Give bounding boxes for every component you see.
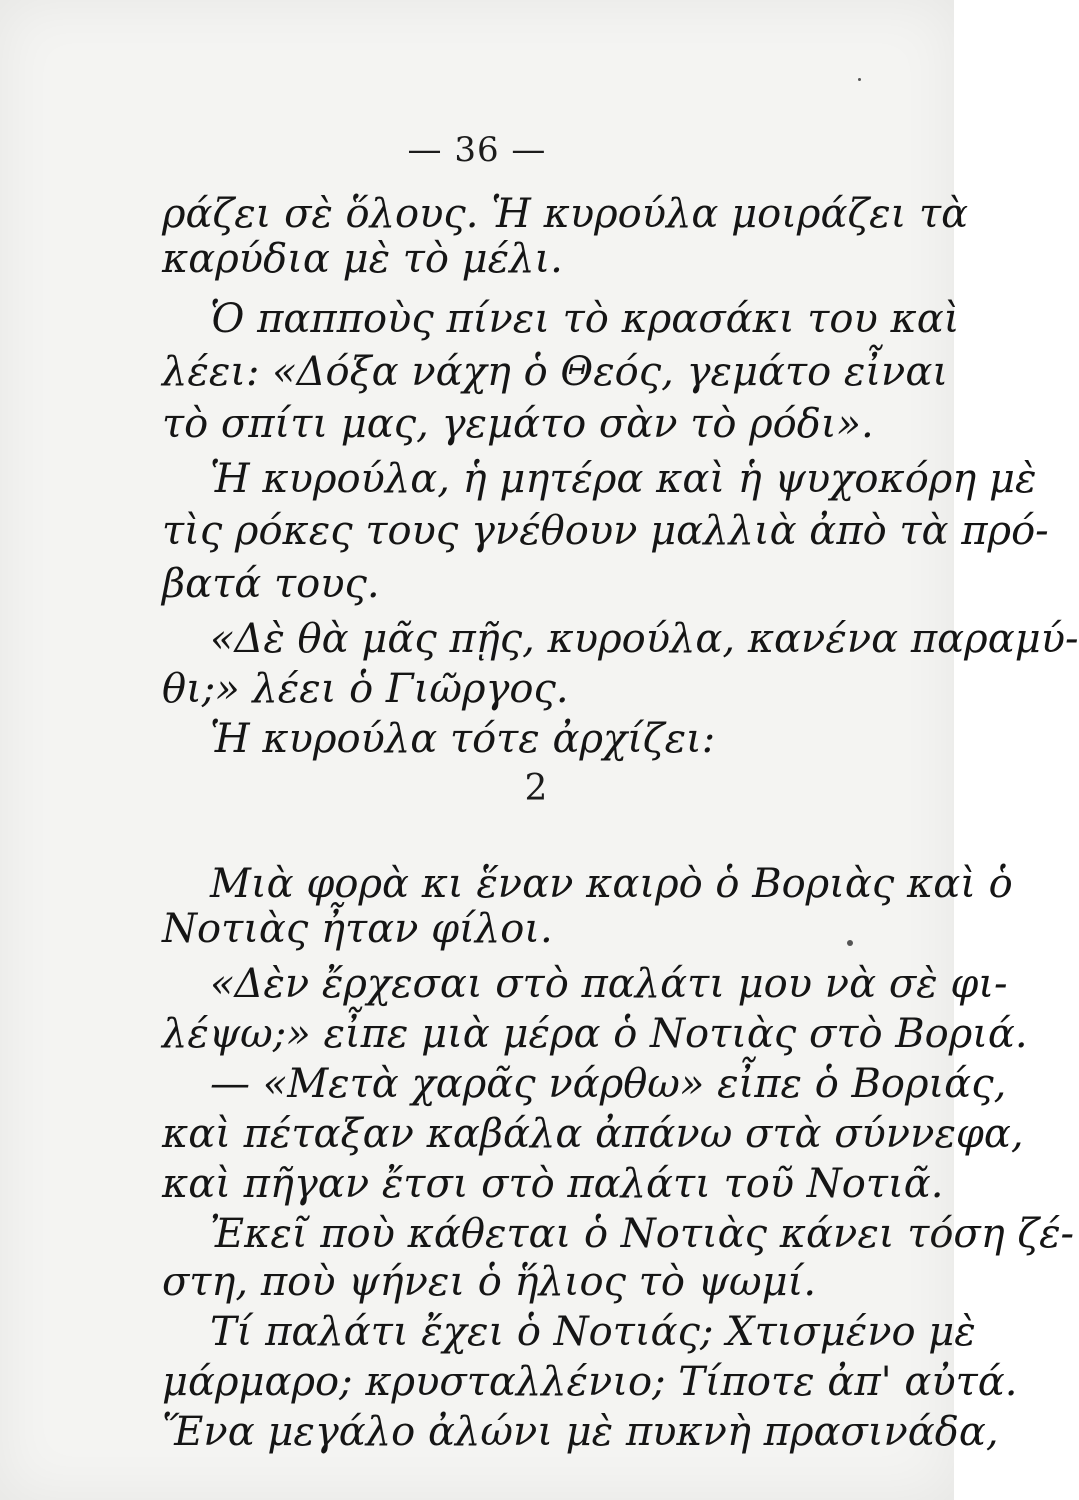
text-line: θι;» λέει ὁ Γιῶργος. <box>162 666 569 712</box>
section-number: 2 <box>524 768 548 809</box>
text-line: στη, ποὺ ψήνει ὁ ἥλιος τὸ ψωμί. <box>162 1259 817 1305</box>
text-line: Ὁ παπποὺς πίνει τὸ κρασάκι του καὶ <box>210 296 960 342</box>
text-line: Ἡ κυρούλα, ἡ μητέρα καὶ ἡ ψυχοκόρη μὲ <box>210 456 1037 502</box>
page-number: — 36 — <box>407 130 547 170</box>
text-line: — «Μετὰ χαρᾶς νάρθω» εἶπε ὁ Βοριάς, <box>210 1061 1007 1107</box>
text-line: Νοτιὰς ἦταν φίλοι. <box>162 906 553 952</box>
text-line: λέει: «Δόξα νάχη ὁ Θεός, γεμάτο εἶναι <box>162 349 949 395</box>
text-line: «Δὲ θὰ μᾶς πῇς, κυρούλα, κανένα παραμύ- <box>210 616 1079 662</box>
text-line: Τί παλάτι ἔχει ὁ Νοτιάς; Χτισμένο μὲ <box>210 1309 976 1355</box>
text-line: Ἐκεῖ ποὺ κάθεται ὁ Νοτιὰς κάνει τόση ζέ- <box>210 1211 1075 1257</box>
text-line: Ἕνα μεγάλο ἀλώνι μὲ πυκνὴ πρασινάδα, <box>162 1409 999 1455</box>
text-line: λέψω;» εἶπε μιὰ μέρα ὁ Νοτιὰς στὸ Βοριά. <box>162 1011 1028 1057</box>
text-line: καὶ πέταξαν καβάλα ἀπάνω στὰ σύννεφα, <box>162 1111 1024 1157</box>
text-line: μάρμαρο; κρυσταλλένιο; Τίποτε ἀπ' αὐτά. <box>162 1359 1018 1405</box>
text-line: ράζει σὲ ὅλους. Ἡ κυρούλα μοιράζει τὰ <box>162 191 969 237</box>
text-line: Μιὰ φορὰ κι ἕναν καιρὸ ὁ Βοριὰς καὶ ὁ <box>210 861 1013 907</box>
text-line: βατά τους. <box>162 561 380 607</box>
text-line: «Δὲν ἔρχεσαι στὸ παλάτι μου νὰ σὲ φι- <box>210 961 1008 1007</box>
text-line: καὶ πῆγαν ἔτσι στὸ παλάτι τοῦ Νοτιᾶ. <box>162 1161 944 1207</box>
text-line: τὸ σπίτι μας, γεμάτο σὰν τὸ ρόδι». <box>162 401 874 447</box>
scan-speck <box>847 940 853 946</box>
text-line: Ἡ κυρούλα τότε ἀρχίζει: <box>210 716 716 762</box>
text-line: καρύδια μὲ τὸ μέλι. <box>162 236 563 282</box>
text-line: τὶς ρόκες τους γνέθουν μαλλιὰ ἀπὸ τὰ πρό- <box>162 508 1049 554</box>
scan-speck <box>858 78 861 81</box>
